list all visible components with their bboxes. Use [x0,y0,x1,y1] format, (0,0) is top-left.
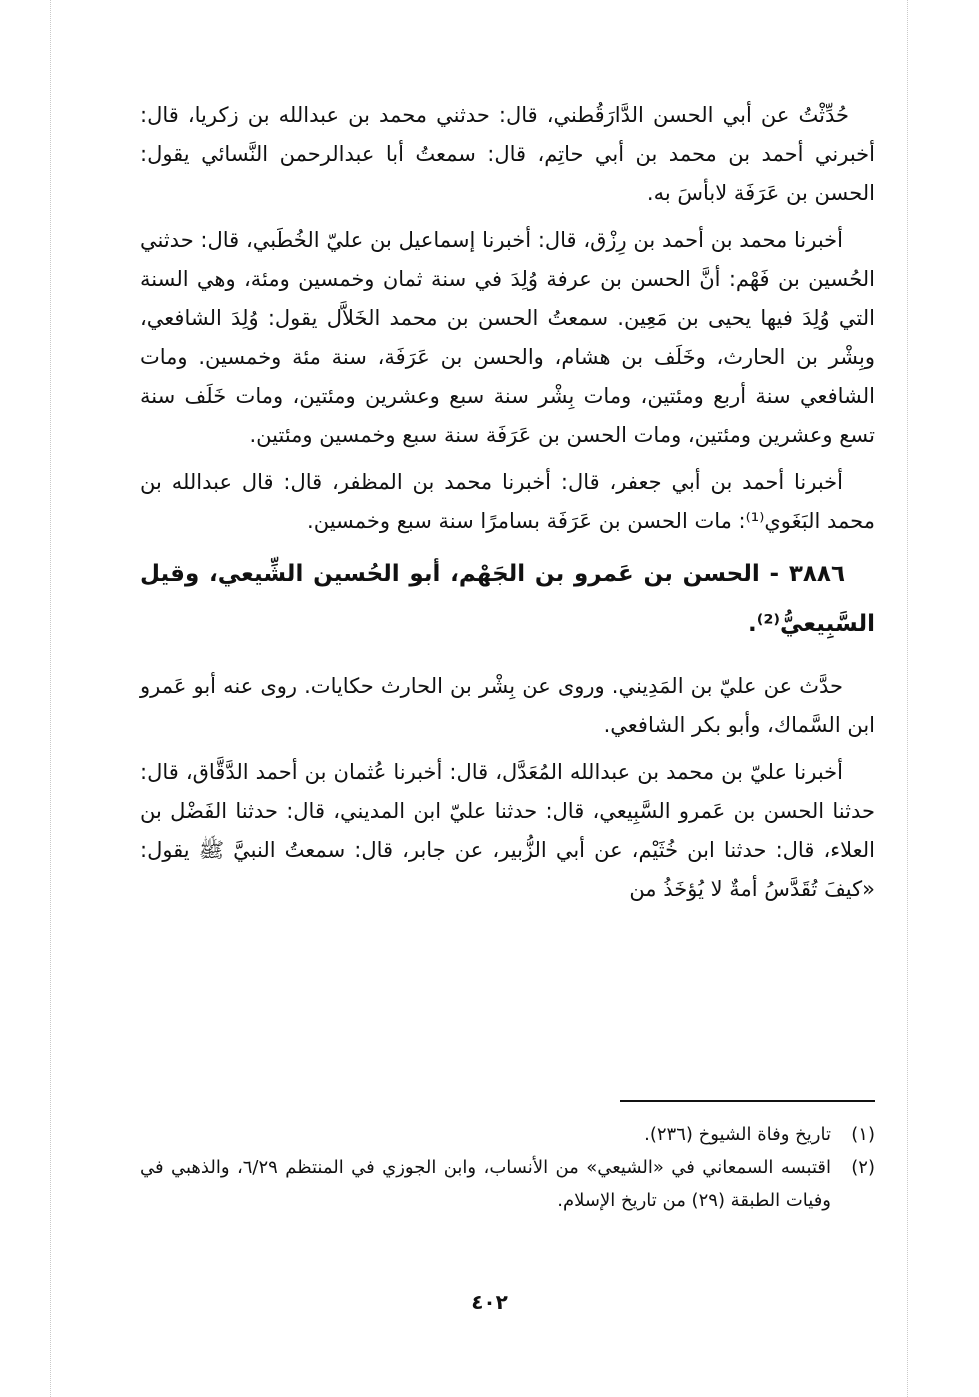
paragraph-5: أخبرنا عليّ بن محمد بن عبدالله المُعَدَّل، قال: أخبرنا عُثمان بن أحمد الدَّقَّاق، قال: حدثنا الحسن بن عَمرو السَّبِيعي، قال: حدثنا عليّ ابن المديني، قال: حدثنا الفَضْل بن العلاء، قال: حدثنا ابن خُثَيْم، عن أبي الزُّبير، عن جابر، قال: سمعتُ النبيَّ ﷺ يقول: «كيفَ تُقَدَّسُ أمةٌ لا يُؤخَذُ من [140,760,875,901]
footnote-text: اقتبسه السمعاني في «الشيعي» من الأنساب، وابن الجوزي في المنتظم ٦/٢٩، والذهبي في وفيات الطبقة (٢٩) من تاريخ الإسلام. [140,1157,831,1211]
page-body [140,96,875,917]
footnote-1 [140,1118,875,1151]
entry-heading: ٣٨٨٦ - الحسن بن عَمرو بن الجَهْم، أبو الحُسين الشِّيعي، وقيل السَّبِيعيُّ⁽²⁾. [140,561,875,637]
footnote-text: تاريخ وفاة الشيوخ (٢٣٦). [644,1124,831,1145]
footnotes [140,1118,875,1217]
footnote-number: (٢) [851,1157,875,1178]
margin-guide-right [907,0,908,1397]
margin-guide-left [50,0,51,1397]
footnote-separator [620,1100,875,1102]
footnote-number: (١) [851,1124,875,1145]
paragraph-4: حدَّث عن عليّ بن المَدِيني. وروى عن بِشْر بن الحارث حكايات. روى عنه أبو عَمرو ابن السَّماك، وأبو بكر الشافعي. [140,674,875,737]
footnote-2 [140,1151,875,1217]
paragraph-1: حُدِّثْتُ عن أبي الحسن الدَّارَقُطني، قال: حدثني محمد بن عبدالله بن زكريا، قال: أخبرني أحمد بن محمد بن أبي حاتِم، قال: سمعتُ أبا عبدالرحمن النَّسائي يقول: الحسن بن عَرَفَة لابأسَ به. [140,103,875,205]
paragraph-3: أخبرنا أحمد بن أبي جعفر، قال: أخبرنا محمد بن المظفر، قال: قال عبدالله بن محمد البَغَوي⁽¹⁾: مات الحسن بن عَرَفَة بسامرًا سنة سبع وخمسين. [140,470,875,533]
paragraph-2: أخبرنا محمد بن أحمد بن رِزْق، قال: أخبرنا إسماعيل بن عليّ الخُطَبي، قال: حدثني الحُسين بن فَهْم: أنَّ الحسن بن عرفة وُلِدَ في سنة ثمان وخمسين ومئة، وهي السنة التي وُلِدَ فيها يحيى بن مَعِين. سمعتُ الحسن بن محمد الخَلاَّل يقول: وُلِدَ الشافعي، وبِشْر بن الحارث، وخَلَف بن هشام، والحسن بن عَرَفَة، سنة مئة وخمسين. ومات الشافعي سنة أربع ومئتين، ومات بِشْر سنة سبع وعشرين ومئتين، ومات خَلَف سنة تسع وعشرين ومئتين، ومات الحسن بن عَرَفَة سنة سبع وخمسين ومئتين. [140,228,875,447]
page-number: ٤٠٢ [471,1290,508,1314]
